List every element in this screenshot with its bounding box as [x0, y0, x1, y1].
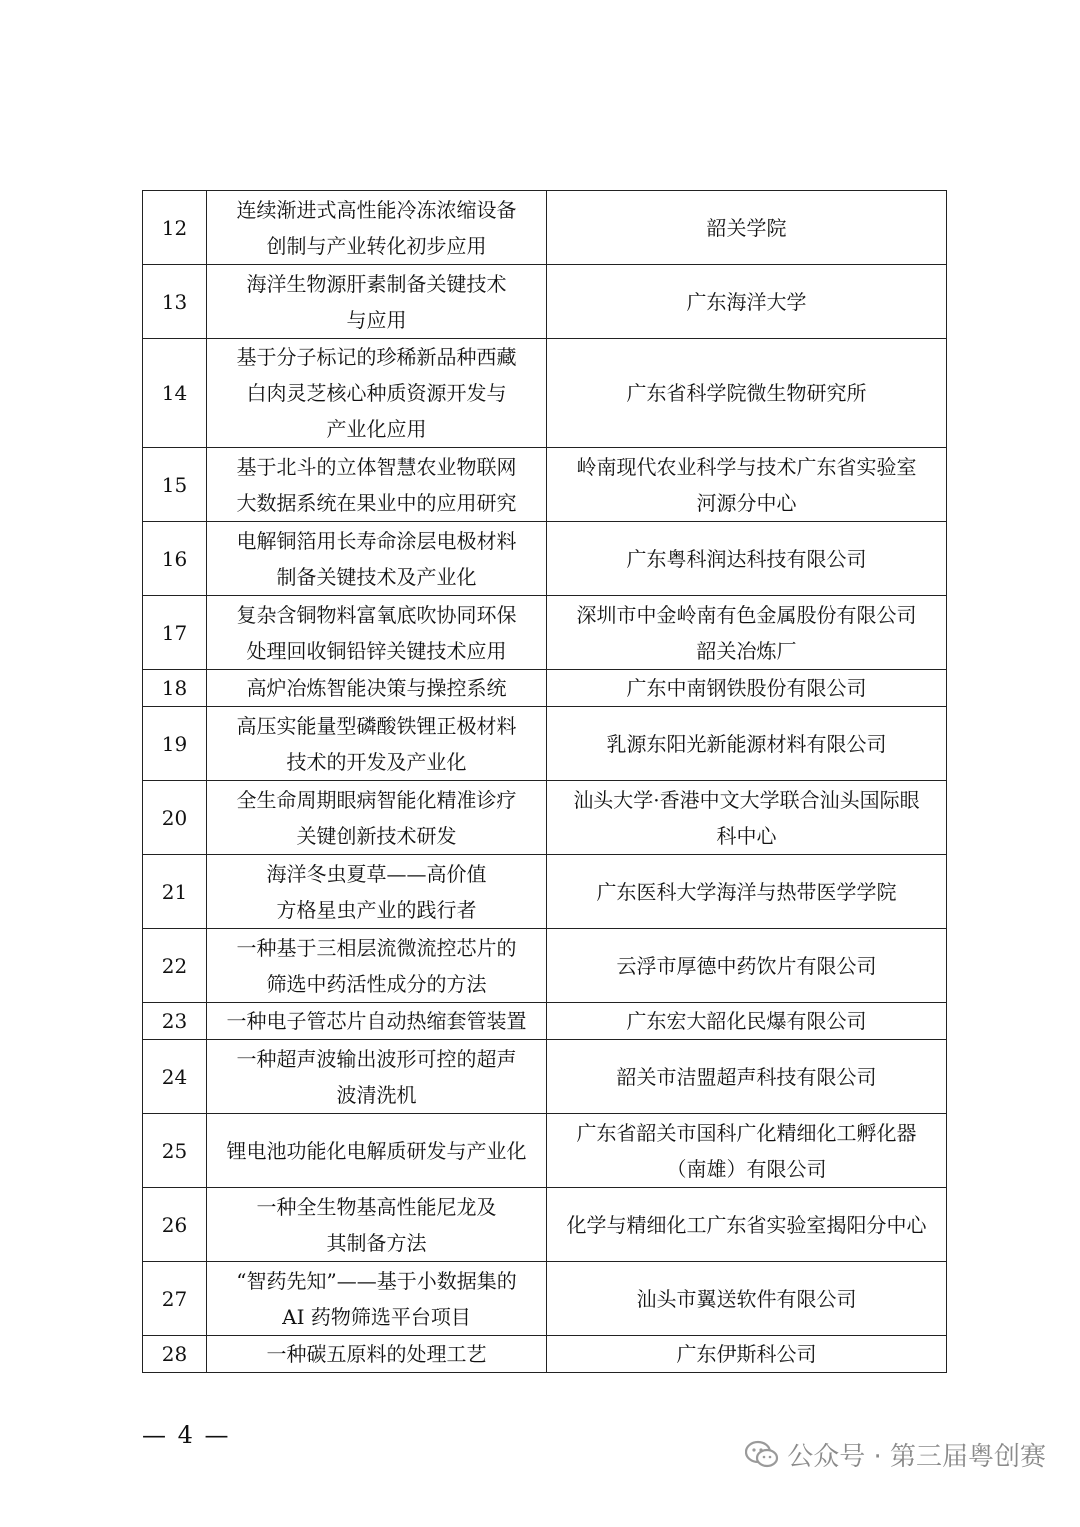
- organization-name: 广东伊斯科公司: [676, 1342, 817, 1366]
- project-title-cell: [207, 448, 547, 522]
- project-title: 一种全生物基高性能尼龙及 其制备方法: [256, 1194, 497, 1255]
- organization-name: 乳源东阳光新能源材料有限公司: [606, 731, 887, 756]
- project-title-cell: [207, 596, 547, 670]
- table-row: [143, 265, 947, 339]
- organization-cell: [547, 929, 947, 1003]
- organization-cell: [547, 1040, 947, 1114]
- table-row: [143, 781, 947, 855]
- organization-name: 云浮市厚德中药饮片有限公司: [616, 953, 877, 978]
- organization-cell: [547, 707, 947, 781]
- organization-cell: [547, 339, 947, 448]
- organization-cell: [547, 1336, 947, 1373]
- project-title: 电解铜箔用长寿命涂层电极材料 制备关键技术及产业化: [236, 528, 517, 589]
- row-number: 25: [143, 1114, 207, 1188]
- row-number: 18: [143, 670, 207, 707]
- row-number: 14: [143, 339, 207, 448]
- organization-cell: [547, 781, 947, 855]
- project-title: 一种基于三相层流微流控芯片的 筛选中药活性成分的方法: [236, 935, 517, 996]
- organization-name: 深圳市中金岭南有色金属股份有限公司 韶关冶炼厂: [576, 602, 917, 663]
- table-row: [143, 1188, 947, 1262]
- project-title: 一种超声波输出波形可控的超声 波清洗机: [236, 1046, 517, 1107]
- table-row: [143, 1336, 947, 1373]
- organization-cell: [547, 1114, 947, 1188]
- organization-cell: [547, 522, 947, 596]
- project-title: “智药先知”——基于小数据集的 AI 药物筛选平台项目: [236, 1268, 517, 1329]
- organization-cell: [547, 265, 947, 339]
- page-number: — 4 —: [142, 1421, 231, 1449]
- table-row: [143, 670, 947, 707]
- table-row: [143, 855, 947, 929]
- organization-cell: [547, 1262, 947, 1336]
- row-number: 20: [143, 781, 207, 855]
- row-number: 15: [143, 448, 207, 522]
- organization-name: 广东中南钢铁股份有限公司: [626, 676, 867, 700]
- row-number: 17: [143, 596, 207, 670]
- project-title-cell: [207, 1188, 547, 1262]
- project-title-cell: [207, 781, 547, 855]
- project-title: 连续渐进式高性能冷冻浓缩设备 创制与产业转化初步应用: [236, 197, 517, 258]
- table-row: [143, 1114, 947, 1188]
- organization-cell: [547, 596, 947, 670]
- organization-cell: [547, 448, 947, 522]
- table-row: [143, 448, 947, 522]
- row-number: 23: [143, 1003, 207, 1040]
- organization-name: 韶关学院: [706, 215, 787, 240]
- row-number: 22: [143, 929, 207, 1003]
- row-number: 21: [143, 855, 207, 929]
- organization-name: 广东宏大韶化民爆有限公司: [626, 1009, 867, 1033]
- table-row: [143, 596, 947, 670]
- row-number: 24: [143, 1040, 207, 1114]
- row-number: 26: [143, 1188, 207, 1262]
- award-table: [142, 190, 947, 1373]
- wechat-icon: [745, 1440, 779, 1470]
- table-row: [143, 1262, 947, 1336]
- project-title: 海洋冬虫夏草——高价值 方格星虫产业的践行者: [266, 861, 487, 922]
- organization-name: 汕头大学·香港中文大学联合汕头国际眼 科中心: [573, 787, 920, 848]
- row-number: 19: [143, 707, 207, 781]
- row-number: 16: [143, 522, 207, 596]
- row-number: 13: [143, 265, 207, 339]
- project-title-cell: [207, 707, 547, 781]
- project-title: 全生命周期眼病智能化精准诊疗 关键创新技术研发: [236, 787, 517, 848]
- organization-name: 广东海洋大学: [686, 289, 807, 314]
- organization-cell: [547, 1003, 947, 1040]
- project-title-cell: [207, 1114, 547, 1188]
- project-title-cell: [207, 670, 547, 707]
- project-title: 一种电子管芯片自动热缩套管装置: [226, 1009, 527, 1033]
- table-row: [143, 191, 947, 265]
- organization-name: 岭南现代农业科学与技术广东省实验室 河源分中心: [576, 454, 917, 515]
- organization-name: 广东省韶关市国科广化精细化工孵化器 （南雄）有限公司: [576, 1120, 917, 1181]
- table-row: [143, 1003, 947, 1040]
- project-title: 锂电池功能化电解质研发与产业化: [226, 1138, 527, 1163]
- organization-cell: [547, 670, 947, 707]
- organization-name: 韶关市洁盟超声科技有限公司: [616, 1064, 877, 1089]
- organization-name: 化学与精细化工广东省实验室揭阳分中心: [566, 1212, 927, 1237]
- project-title: 一种碳五原料的处理工艺: [266, 1342, 487, 1366]
- row-number: 12: [143, 191, 207, 265]
- project-title: 海洋生物源肝素制备关键技术 与应用: [246, 271, 507, 332]
- project-title: 基于北斗的立体智慧农业物联网 大数据系统在果业中的应用研究: [236, 454, 517, 515]
- project-title-cell: [207, 265, 547, 339]
- project-title-cell: [207, 522, 547, 596]
- organization-cell: [547, 1188, 947, 1262]
- project-title-cell: [207, 1262, 547, 1336]
- table-row: [143, 522, 947, 596]
- project-title-cell: [207, 1336, 547, 1373]
- organization-name: 汕头市翼送软件有限公司: [636, 1286, 857, 1311]
- project-title: 高压实能量型磷酸铁锂正极材料 技术的开发及产业化: [236, 713, 517, 774]
- row-number: 28: [143, 1336, 207, 1373]
- project-title-cell: [207, 1003, 547, 1040]
- project-title: 复杂含铜物料富氧底吹协同环保 处理回收铜铅锌关键技术应用: [236, 602, 517, 663]
- table-row: [143, 707, 947, 781]
- organization-name: 广东医科大学海洋与热带医学学院: [596, 879, 897, 904]
- project-title-cell: [207, 339, 547, 448]
- table-row: [143, 1040, 947, 1114]
- project-title: 基于分子标记的珍稀新品种西藏 白肉灵芝核心种质资源开发与 产业化应用: [236, 345, 517, 441]
- project-title: 高炉冶炼智能决策与操控系统: [246, 676, 507, 700]
- project-title-cell: [207, 1040, 547, 1114]
- row-number: 27: [143, 1262, 207, 1336]
- watermark-text: 公众号 · 第三届粤创赛: [787, 1442, 1046, 1472]
- table-row: [143, 339, 947, 448]
- organization-cell: [547, 855, 947, 929]
- organization-cell: [547, 191, 947, 265]
- organization-name: 广东粤科润达科技有限公司: [626, 546, 867, 571]
- project-title-cell: [207, 855, 547, 929]
- table-row: [143, 929, 947, 1003]
- project-title-cell: [207, 191, 547, 265]
- award-table-body: [143, 191, 947, 1373]
- watermark: [745, 1436, 1046, 1473]
- project-title-cell: [207, 929, 547, 1003]
- organization-name: 广东省科学院微生物研究所: [626, 381, 867, 405]
